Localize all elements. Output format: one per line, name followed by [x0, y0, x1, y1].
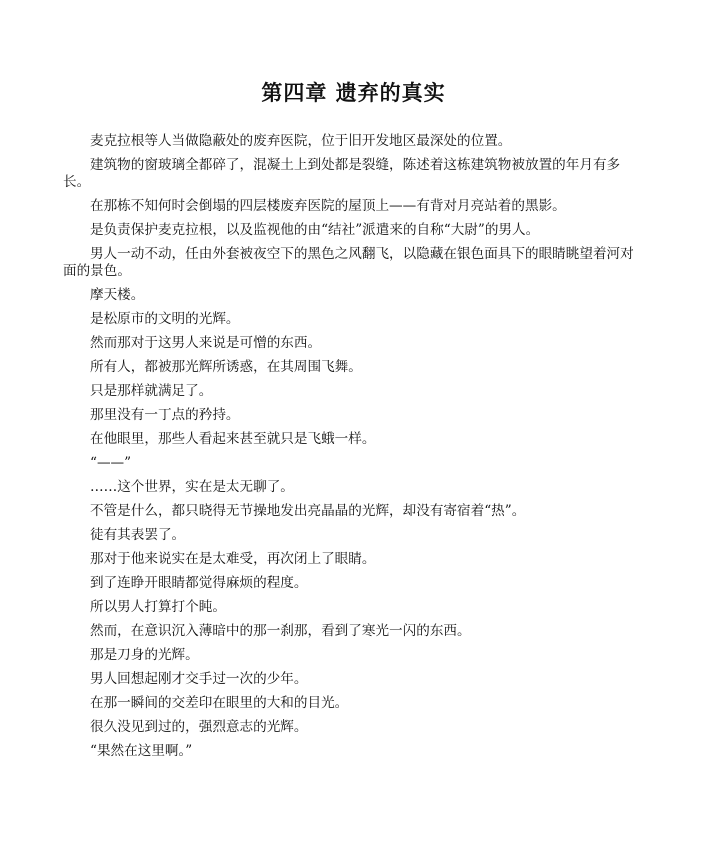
paragraph: 男人回想起刚才交手过一次的少年。	[90, 671, 308, 687]
paragraph: 那是刀身的光辉。	[90, 647, 199, 663]
paragraph: 所以男人打算打个盹。	[90, 599, 226, 615]
paragraph: 很久没见到过的，强烈意志的光辉。	[90, 719, 308, 735]
paragraph: 在他眼里，那些人看起来甚至就只是飞蛾一样。	[90, 431, 376, 447]
paragraph: 那对于他来说实在是太难受，再次闭上了眼睛。	[90, 551, 376, 567]
paragraph: 然而，在意识沉入薄暗中的那一刹那，看到了寒光一闪的东西。	[90, 623, 471, 639]
paragraph: 所有人，都被那光辉所诱惑，在其周围飞舞。	[90, 359, 362, 375]
paragraph: 到了连睁开眼睛都觉得麻烦的程度。	[90, 575, 308, 591]
paragraph: 在那一瞬间的交差印在眼里的大和的目光。	[90, 695, 349, 711]
document-body	[63, 133, 644, 760]
paragraph: 麦克拉根等人当做隐蔽处的废弃医院，位于旧开发地区最深处的位置。	[90, 133, 512, 149]
paragraph: 是负责保护麦克拉根，以及监视他的由“结社”派遣来的自称“大尉”的男人。	[90, 222, 540, 238]
paragraph: ……这个世界，实在是太无聊了。	[90, 479, 294, 495]
paragraph: 不管是什么，都只晓得无节操地发出亮晶晶的光辉，却没有寄宿着“热”。	[90, 503, 526, 519]
paragraph: 摩天楼。	[90, 287, 145, 303]
paragraph: 然而那对于这男人来说是可憎的东西。	[90, 335, 322, 351]
paragraph: 在那栋不知何时会倒塌的四层楼废弃医院的屋顶上——有背对月亮站着的黑影。	[90, 198, 566, 214]
chapter-title: 第四章 遗弃的真实	[261, 80, 446, 105]
paragraph: 男人一动不动，任由外套被夜空下的黑色之风翻飞，以隐藏在银色面具下的眼睛眺望着河对面的景色。	[63, 246, 634, 279]
paragraph: “——”	[90, 455, 132, 471]
paragraph: 只是那样就满足了。	[90, 383, 213, 399]
paragraph: “果然在这里啊。”	[90, 743, 193, 759]
paragraph: 徒有其表罢了。	[90, 527, 186, 543]
paragraph: 是松原市的文明的光辉。	[90, 311, 240, 327]
paragraph: 建筑物的窗玻璃全都碎了，混凝土上到处都是裂缝，陈述着这栋建筑物被放置的年月有多长。	[63, 157, 621, 190]
paragraph: 那里没有一丁点的矜持。	[90, 407, 240, 423]
